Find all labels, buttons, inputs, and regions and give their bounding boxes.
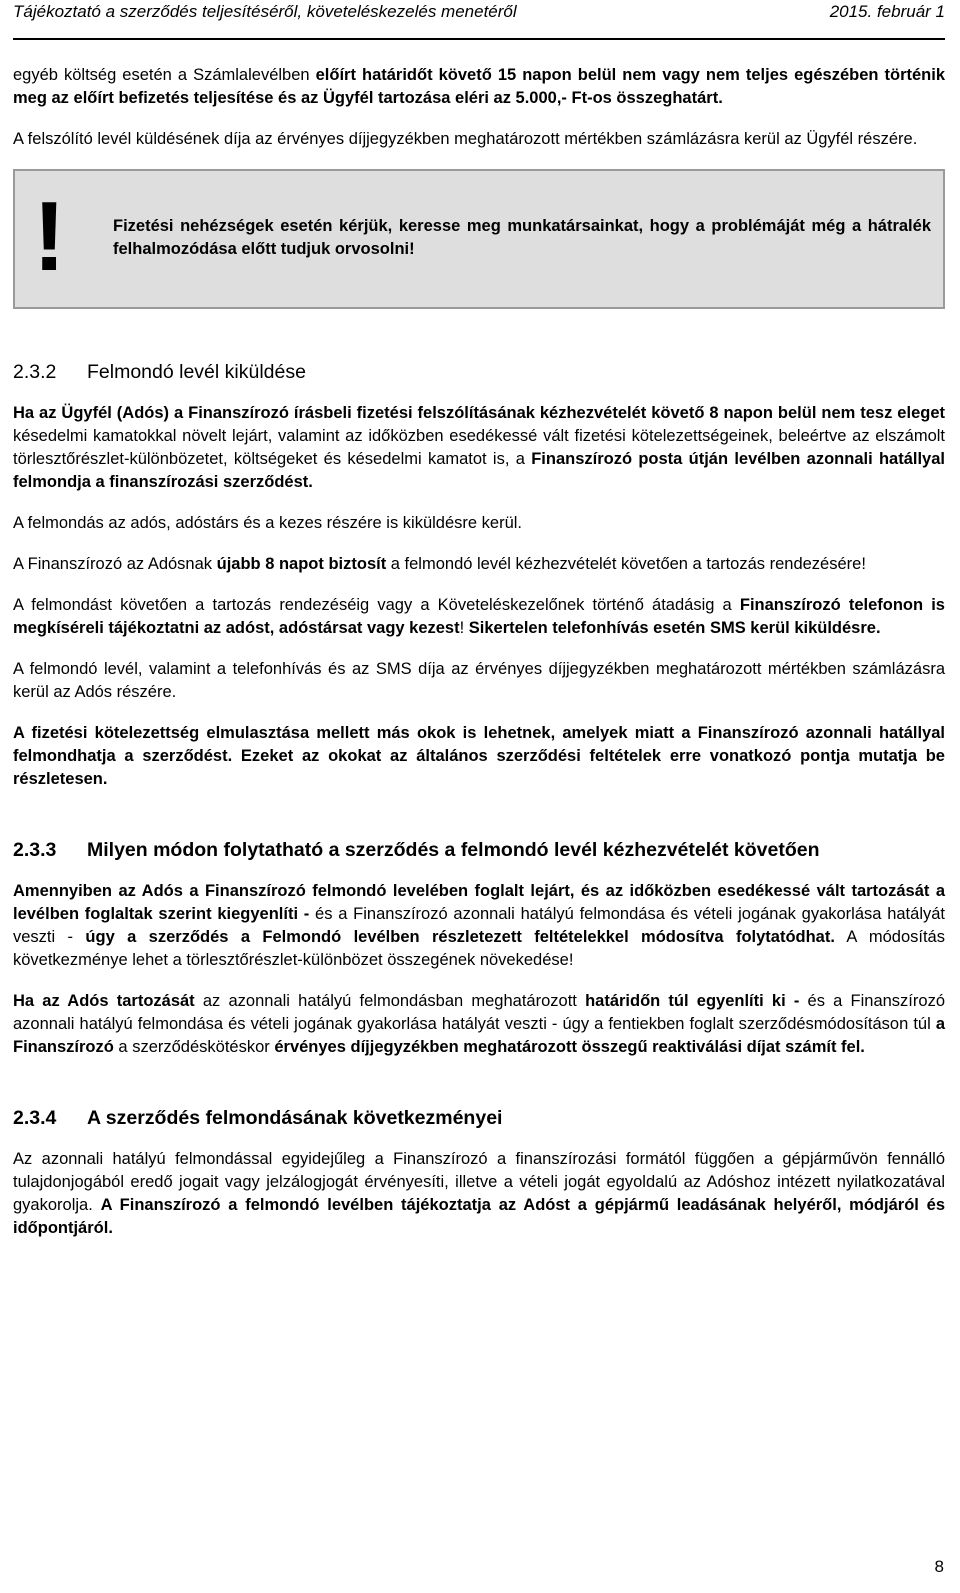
notice-box bbox=[13, 169, 945, 309]
paragraph-reactivation: Ha az Adós tartozását az azonnali hatályú felmondásban meghatározott határidőn túl egyenlíti ki - és a Finanszírozó azonnali hatályú felmondása és vételi jogának gyakorlása hatályát veszti - úgy a fentiekben foglalt szerződésmódosításon túl a Finanszírozó a szerződéskötéskor érvényes díjjegyzékben meghatározott összegű reaktiválási díjat számít fel. bbox=[13, 992, 945, 1056]
paragraph-phone-contact: A felmondást követően a tartozás rendezéséig vagy a Követeléskezelőnek történő átadásig a Finanszírozó telefonon is megkíséreli tájékoztatni az adóst, adóstársat vagy kezest! Sikertelen telefonhívás esetén SMS kerül kiküldésre. bbox=[13, 596, 945, 637]
paragraph-grace-period: A Finanszírozó az Adósnak újabb 8 napot biztosít a felmondó levél kézhezvételét követően a tartozás rendezésére! bbox=[13, 555, 866, 573]
section-heading-2-3-3: 2.3.3 Milyen módon folytatható a szerződés a felmondó levél kézhezvételét követően bbox=[13, 839, 820, 861]
section-heading-2-3-4: 2.3.4 A szerződés felmondásának következményei bbox=[13, 1107, 503, 1129]
paragraph-letter-fee: A felmondó levél, valamint a telefonhívás és az SMS díja az érvényes díjjegyzékben meghatározott mértékben számlázásra kerül az Adós részére. bbox=[13, 660, 945, 701]
paragraph-fee: A felszólító levél küldésének díja az érvényes díjjegyzékben meghatározott mértékben számlázásra kerül az Ügyfél részére. bbox=[13, 130, 918, 148]
notice-text: Fizetési nehézségek esetén kérjük, keresse meg munkatársainkat, hogy a problémáját még a hátralék felhalmozódása előtt tudjuk orvosolni! bbox=[113, 217, 931, 258]
page-header bbox=[13, 2, 945, 36]
section-heading-2-3-2: 2.3.2 Felmondó levél kiküldése bbox=[13, 361, 306, 383]
page-number: 8 bbox=[934, 1557, 944, 1576]
paragraph-other-reasons: A fizetési kötelezettség elmulasztása mellett más okok is lehetnek, amelyek miatt a Finanszírozó azonnali hatállyal felmondhatja a szerződést. Ezeket az okokat az általános szerződési feltételek erre vonatkozó pontja mutatja be részletesen. bbox=[13, 724, 945, 788]
paragraph-continuation: Amennyiben az Adós a Finanszírozó felmondó levelében foglalt lejárt, és az időközben esedékessé vált tartozását a levélben foglaltak szerint kiegyenlíti - és a Finanszírozó azonnali hatályú felmondása és vételi jogának gyakorlása hatályát veszti - úgy a szerződés a Felmondó levélben részletezett feltételekkel módosítva folytatódhat. A módosítás következménye lehet a törlesztőrészlet-különbözet összegének növekedése! bbox=[13, 882, 945, 969]
exclamation-icon: ! bbox=[33, 181, 66, 291]
document-body bbox=[13, 64, 945, 1258]
header-title: Tájékoztató a szerződés teljesítéséről, követeléskezelés menetéről bbox=[13, 2, 517, 21]
header-date: 2015. február 1 bbox=[829, 2, 945, 21]
paragraph-termination: Ha az Ügyfél (Adós) a Finanszírozó írásbeli fizetési felszólításának kézhezvételét követő 8 napon belül nem tesz eleget késedelmi kamatokkal növelt lejárt, valamint az időközben esedékessé vált fizetési kötelezettségeinek, beleértve az elszámolt törlesztőrészlet-különbözetet, költségeket és késedelmi kamatot is, a Finanszírozó posta útján levélben azonnali hatállyal felmondja a finanszírozási szerződést. bbox=[13, 404, 945, 491]
paragraph-consequences: Az azonnali hatályú felmondással egyidejűleg a Finanszírozó a finanszírozási formától függően a gépjárművön fennálló tulajdonjogából eredő jogait vagy jelzálogjogát érvényesíti, illetve a vételi jogát egyoldalú az Adóshoz intézett nyilatkozatával gyakorolja. A Finanszírozó a felmondó levélben tájékoztatja az Adóst a gépjármű leadásának helyéről, módjáról és időpontjáról. bbox=[13, 1150, 945, 1237]
header-divider bbox=[13, 38, 945, 40]
paragraph-recipients: A felmondás az adós, adóstárs és a kezes részére is kiküldésre kerül. bbox=[13, 514, 522, 532]
paragraph-cost: egyéb költség esetén a Számlalevélben előírt határidőt követő 15 napon belül nem vagy nem teljes egészében történik meg az előírt befizetés teljesítése és az Ügyfél tartozása eléri az 5.000,- Ft-os összeghatárt. bbox=[13, 66, 945, 107]
